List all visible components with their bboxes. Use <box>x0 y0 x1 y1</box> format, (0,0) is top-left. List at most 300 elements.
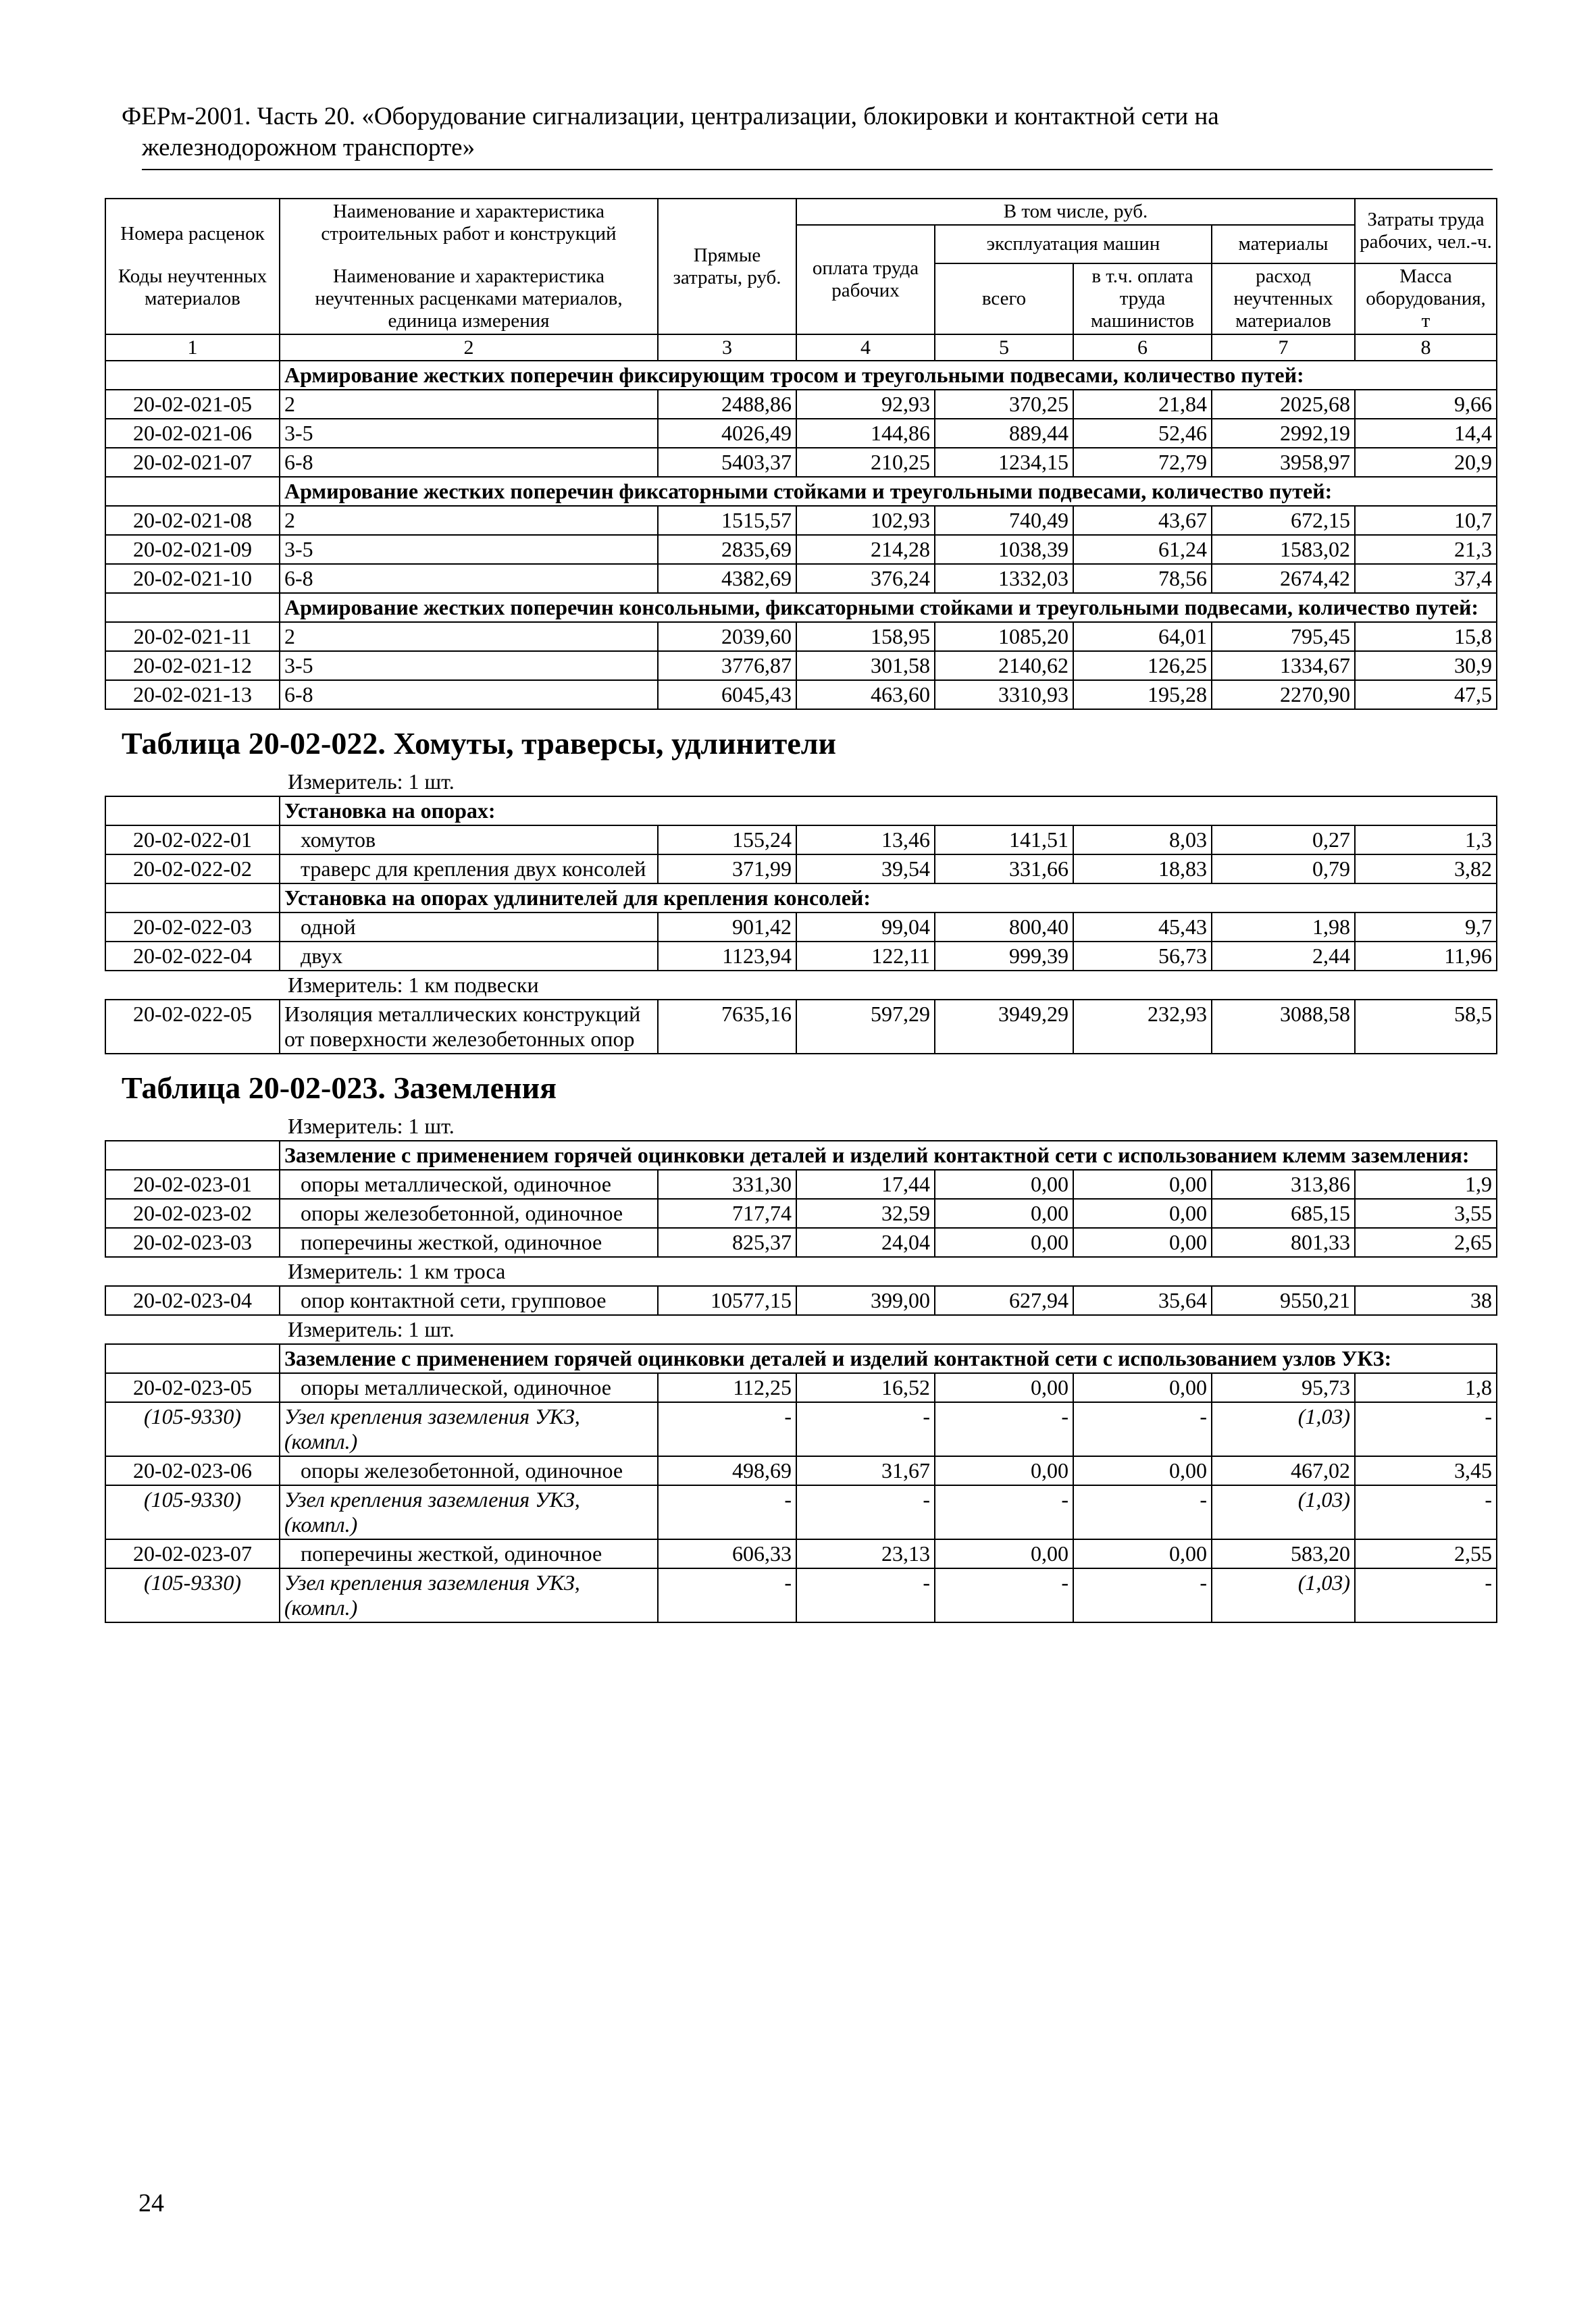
column-number: 7 <box>1212 334 1355 361</box>
materials-costs: 2674,42 <box>1212 564 1355 593</box>
rate-code <box>105 1485 280 1539</box>
labor-pay: 463,60 <box>796 680 935 709</box>
work-name: 3-5 <box>280 535 658 564</box>
col-head-5: всего <box>935 263 1073 334</box>
labor-hours <box>1355 1568 1497 1622</box>
labor-pay: 376,24 <box>796 564 935 593</box>
operator-pay: 45,43 <box>1073 912 1212 942</box>
materials-costs-text: (1,03) <box>1297 1487 1350 1512</box>
operator-pay: 21,84 <box>1073 390 1212 419</box>
direct-costs: 3776,87 <box>658 651 796 680</box>
direct-costs <box>658 1485 796 1539</box>
section-title: Заземление с применением горячей оцинковки деталей и изделий контактной сети с использованием клемм заземления: <box>280 1141 1497 1170</box>
rate-code: 20-02-021-08 <box>105 506 280 535</box>
table-title: Таблица 20-02-023. Заземления <box>105 1054 1497 1112</box>
rate-code: 20-02-021-11 <box>105 622 280 651</box>
section-header-row <box>105 361 1497 390</box>
column-number: 3 <box>658 334 796 361</box>
rate-code: 20-02-021-07 <box>105 448 280 477</box>
col-head-8-top: Затраты труда рабочих, чел.-ч. <box>1355 199 1497 263</box>
column-number: 4 <box>796 334 935 361</box>
materials-costs <box>1212 1568 1355 1622</box>
labor-hours: 1,8 <box>1355 1373 1497 1402</box>
work-name: поперечины жесткой, одиночное <box>280 1228 658 1257</box>
table-row <box>105 419 1497 448</box>
labor-pay: 23,13 <box>796 1539 935 1568</box>
direct-costs: 10577,15 <box>658 1286 796 1315</box>
operator-pay: 43,67 <box>1073 506 1212 535</box>
materials-costs: 795,45 <box>1212 622 1355 651</box>
work-name: 6-8 <box>280 448 658 477</box>
table-row <box>105 622 1497 651</box>
table-title-row <box>105 1054 1497 1112</box>
labor-pay: 39,54 <box>796 854 935 883</box>
work-name: траверс для крепления двух консолей <box>280 854 658 883</box>
work-name: поперечины жесткой, одиночное <box>280 1539 658 1568</box>
labor-hours: 3,55 <box>1355 1199 1497 1228</box>
direct-costs: 5403,37 <box>658 448 796 477</box>
table-row <box>105 942 1497 971</box>
table-row <box>105 448 1497 477</box>
work-name: 3-5 <box>280 651 658 680</box>
direct-costs: 4026,49 <box>658 419 796 448</box>
table-title: Таблица 20-02-022. Хомуты, траверсы, удлинители <box>105 709 1497 768</box>
rate-code: 20-02-023-04 <box>105 1286 280 1315</box>
column-number: 8 <box>1355 334 1497 361</box>
labor-pay: 31,67 <box>796 1456 935 1485</box>
operator-pay: 8,03 <box>1073 825 1212 854</box>
section-header-row <box>105 796 1497 825</box>
materials-costs: 1,98 <box>1212 912 1355 942</box>
operator-pay <box>1073 1402 1212 1456</box>
labor-pay: 102,93 <box>796 506 935 535</box>
labor-hours: 9,7 <box>1355 912 1497 942</box>
table-row <box>105 1286 1497 1315</box>
direct-costs: 7635,16 <box>658 1000 796 1054</box>
table-row <box>105 1000 1497 1054</box>
labor-pay: 597,29 <box>796 1000 935 1054</box>
table-row <box>105 506 1497 535</box>
machine-costs: 0,00 <box>935 1456 1073 1485</box>
materials-costs: 2270,90 <box>1212 680 1355 709</box>
page-number: 24 <box>138 2189 164 2217</box>
work-name: 6-8 <box>280 564 658 593</box>
materials-costs: 2025,68 <box>1212 390 1355 419</box>
table-row <box>105 1539 1497 1568</box>
operator-pay: 0,00 <box>1073 1170 1212 1199</box>
labor-pay-text: - <box>923 1487 930 1512</box>
column-number: 5 <box>935 334 1073 361</box>
machine-costs: 1038,39 <box>935 535 1073 564</box>
section-title: Установка на опорах: <box>280 796 1497 825</box>
rate-code: 20-02-023-07 <box>105 1539 280 1568</box>
operator-pay: 195,28 <box>1073 680 1212 709</box>
work-name: одной <box>280 912 658 942</box>
operator-pay: 72,79 <box>1073 448 1212 477</box>
machine-costs: 3310,93 <box>935 680 1073 709</box>
machine-costs <box>935 1485 1073 1539</box>
rate-code: 20-02-023-01 <box>105 1170 280 1199</box>
direct-costs: 112,25 <box>658 1373 796 1402</box>
rate-code: 20-02-021-05 <box>105 390 280 419</box>
direct-costs: 4382,69 <box>658 564 796 593</box>
rate-code <box>105 1568 280 1622</box>
rate-code: 20-02-022-03 <box>105 912 280 942</box>
section-spacer <box>105 477 280 506</box>
operator-pay: 64,01 <box>1073 622 1212 651</box>
labor-pay: 16,52 <box>796 1373 935 1402</box>
rates-table-body <box>105 199 1497 1622</box>
work-name: опор контактной сети, групповое <box>280 1286 658 1315</box>
rate-code: 20-02-022-05 <box>105 1000 280 1054</box>
labor-hours: 58,5 <box>1355 1000 1497 1054</box>
rate-code: 20-02-021-10 <box>105 564 280 593</box>
rate-code: 20-02-023-06 <box>105 1456 280 1485</box>
labor-hours-text: - <box>1485 1404 1492 1429</box>
direct-costs-text: - <box>784 1570 792 1595</box>
work-name: 6-8 <box>280 680 658 709</box>
section-spacer <box>105 883 280 912</box>
work-name: 2 <box>280 390 658 419</box>
section-header-row <box>105 1141 1497 1170</box>
rate-code-text: (105-9330) <box>144 1404 241 1429</box>
col-head-materials: материалы <box>1212 225 1355 263</box>
machine-costs-text: - <box>1061 1487 1069 1512</box>
work-name-text: Узел крепления заземления УКЗ, (компл.) <box>284 1487 580 1537</box>
labor-pay-text: - <box>923 1570 930 1595</box>
rate-code: 20-02-021-06 <box>105 419 280 448</box>
labor-pay: 24,04 <box>796 1228 935 1257</box>
work-name: Изоляция металлических конструкций от поверхности железобетонных опор <box>280 1000 658 1054</box>
section-header-row <box>105 883 1497 912</box>
table-row <box>105 1485 1497 1539</box>
direct-costs-text: - <box>784 1404 792 1429</box>
materials-costs: 95,73 <box>1212 1373 1355 1402</box>
section-title: Установка на опорах удлинителей для крепления консолей: <box>280 883 1497 912</box>
machine-costs: 1085,20 <box>935 622 1073 651</box>
labor-hours: 38 <box>1355 1286 1497 1315</box>
col-head-8-bottom: Масса оборудования, т <box>1355 263 1497 334</box>
operator-pay: 126,25 <box>1073 651 1212 680</box>
section-header-row <box>105 1344 1497 1373</box>
labor-hours: 21,3 <box>1355 535 1497 564</box>
materials-costs: 9550,21 <box>1212 1286 1355 1315</box>
labor-pay <box>796 1568 935 1622</box>
direct-costs: 2835,69 <box>658 535 796 564</box>
table-row <box>105 854 1497 883</box>
labor-hours: 20,9 <box>1355 448 1497 477</box>
labor-hours: 2,65 <box>1355 1228 1497 1257</box>
direct-costs: 901,42 <box>658 912 796 942</box>
section-spacer <box>105 361 280 390</box>
rate-code <box>105 1402 280 1456</box>
col-head-2 <box>280 199 658 334</box>
column-numbers-row <box>105 334 1497 361</box>
work-name <box>280 1402 658 1456</box>
labor-hours: 3,45 <box>1355 1456 1497 1485</box>
measure-label: Измеритель: 1 шт. <box>105 768 1497 796</box>
labor-pay: 144,86 <box>796 419 935 448</box>
table-row <box>105 1199 1497 1228</box>
direct-costs: 2488,86 <box>658 390 796 419</box>
operator-pay: 56,73 <box>1073 942 1212 971</box>
materials-costs-text: (1,03) <box>1297 1570 1350 1595</box>
direct-costs: 371,99 <box>658 854 796 883</box>
machine-costs <box>935 1402 1073 1456</box>
labor-hours-text: - <box>1485 1487 1492 1512</box>
table-row <box>105 825 1497 854</box>
labor-pay: 32,59 <box>796 1199 935 1228</box>
work-name <box>280 1485 658 1539</box>
labor-hours: 37,4 <box>1355 564 1497 593</box>
rate-code: 20-02-022-04 <box>105 942 280 971</box>
header-line-2: железнодорожном транспорте» <box>142 134 475 161</box>
operator-pay: 0,00 <box>1073 1373 1212 1402</box>
operator-pay <box>1073 1485 1212 1539</box>
work-name: 2 <box>280 622 658 651</box>
materials-costs-text: (1,03) <box>1297 1404 1350 1429</box>
machine-costs: 0,00 <box>935 1228 1073 1257</box>
materials-costs: 2,44 <box>1212 942 1355 971</box>
page-header <box>122 101 1506 163</box>
col-head-group: В том числе, руб. <box>796 199 1355 225</box>
labor-hours <box>1355 1402 1497 1456</box>
machine-costs-text: - <box>1061 1404 1069 1429</box>
machine-costs: 370,25 <box>935 390 1073 419</box>
machine-costs: 740,49 <box>935 506 1073 535</box>
rate-code: 20-02-022-02 <box>105 854 280 883</box>
machine-costs: 141,51 <box>935 825 1073 854</box>
labor-hours: 9,66 <box>1355 390 1497 419</box>
labor-pay: 301,58 <box>796 651 935 680</box>
labor-pay <box>796 1402 935 1456</box>
materials-costs: 1334,67 <box>1212 651 1355 680</box>
materials-costs: 672,15 <box>1212 506 1355 535</box>
section-spacer <box>105 1141 280 1170</box>
materials-costs: 467,02 <box>1212 1456 1355 1485</box>
machine-costs: 999,39 <box>935 942 1073 971</box>
labor-hours: 3,82 <box>1355 854 1497 883</box>
direct-costs: 6045,43 <box>658 680 796 709</box>
work-name: 3-5 <box>280 419 658 448</box>
rate-code: 20-02-021-09 <box>105 535 280 564</box>
materials-costs <box>1212 1485 1355 1539</box>
direct-costs: 2039,60 <box>658 622 796 651</box>
table-row <box>105 912 1497 942</box>
operator-pay: 0,00 <box>1073 1456 1212 1485</box>
materials-costs: 3958,97 <box>1212 448 1355 477</box>
column-number: 6 <box>1073 334 1212 361</box>
materials-costs: 0,79 <box>1212 854 1355 883</box>
materials-costs: 583,20 <box>1212 1539 1355 1568</box>
machine-costs: 0,00 <box>935 1373 1073 1402</box>
materials-costs <box>1212 1402 1355 1456</box>
table-row <box>105 1170 1497 1199</box>
labor-hours-text: - <box>1485 1570 1492 1595</box>
rate-code: 20-02-023-05 <box>105 1373 280 1402</box>
labor-pay: 92,93 <box>796 390 935 419</box>
col-head-1 <box>105 199 280 334</box>
operator-pay: 0,00 <box>1073 1228 1212 1257</box>
rates-table-container <box>105 198 1496 1623</box>
section-title: Заземление с применением горячей оцинковки деталей и изделий контактной сети с использованием узлов УКЗ: <box>280 1344 1497 1373</box>
machine-costs: 1234,15 <box>935 448 1073 477</box>
machine-costs: 0,00 <box>935 1539 1073 1568</box>
labor-hours: 30,9 <box>1355 651 1497 680</box>
direct-costs: 606,33 <box>658 1539 796 1568</box>
labor-hours: 10,7 <box>1355 506 1497 535</box>
labor-hours: 1,3 <box>1355 825 1497 854</box>
rate-code: 20-02-023-03 <box>105 1228 280 1257</box>
machine-costs: 627,94 <box>935 1286 1073 1315</box>
materials-costs: 0,27 <box>1212 825 1355 854</box>
col-head-2-top: Наименование и характеристика строительных работ и конструкций <box>321 201 617 245</box>
table-row <box>105 1568 1497 1622</box>
operator-pay-text: - <box>1200 1404 1207 1429</box>
measure-row <box>105 971 1497 1000</box>
section-spacer <box>105 796 280 825</box>
rate-code: 20-02-021-13 <box>105 680 280 709</box>
measure-label: Измеритель: 1 км троса <box>105 1257 1497 1286</box>
direct-costs <box>658 1402 796 1456</box>
section-title: Армирование жестких поперечин фиксирующим тросом и треугольными подвесами, количество путей: <box>280 361 1497 390</box>
section-header-row <box>105 477 1497 506</box>
work-name: опоры железобетонной, одиночное <box>280 1456 658 1485</box>
machine-costs: 2140,62 <box>935 651 1073 680</box>
materials-costs: 313,86 <box>1212 1170 1355 1199</box>
labor-hours: 11,96 <box>1355 942 1497 971</box>
labor-pay: 99,04 <box>796 912 935 942</box>
labor-hours: 14,4 <box>1355 419 1497 448</box>
table-title-row <box>105 709 1497 768</box>
direct-costs: 331,30 <box>658 1170 796 1199</box>
rate-code: 20-02-023-02 <box>105 1199 280 1228</box>
direct-costs <box>658 1568 796 1622</box>
operator-pay: 61,24 <box>1073 535 1212 564</box>
col-head-6: в т.ч. оплата труда машинистов <box>1073 263 1212 334</box>
work-name: хомутов <box>280 825 658 854</box>
section-spacer <box>105 1344 280 1373</box>
col-head-1-bottom: Коды неучтенных материалов <box>118 265 267 309</box>
table-row <box>105 390 1497 419</box>
measure-label: Измеритель: 1 шт. <box>105 1112 1497 1141</box>
work-name: опоры железобетонной, одиночное <box>280 1199 658 1228</box>
direct-costs: 1515,57 <box>658 506 796 535</box>
rate-code-text: (105-9330) <box>144 1487 241 1512</box>
work-name-text: Узел крепления заземления УКЗ, (компл.) <box>284 1404 580 1454</box>
labor-pay <box>796 1485 935 1539</box>
operator-pay: 0,00 <box>1073 1539 1212 1568</box>
work-name: двух <box>280 942 658 971</box>
labor-pay: 17,44 <box>796 1170 935 1199</box>
work-name-text: Узел крепления заземления УКЗ, (компл.) <box>284 1570 580 1620</box>
col-head-3: Прямые затраты, руб. <box>658 199 796 334</box>
machine-costs <box>935 1568 1073 1622</box>
labor-hours: 15,8 <box>1355 622 1497 651</box>
materials-costs: 801,33 <box>1212 1228 1355 1257</box>
measure-label: Измеритель: 1 шт. <box>105 1315 1497 1344</box>
direct-costs: 155,24 <box>658 825 796 854</box>
labor-pay-text: - <box>923 1404 930 1429</box>
table-row <box>105 1228 1497 1257</box>
machine-costs: 0,00 <box>935 1199 1073 1228</box>
measure-row <box>105 768 1497 796</box>
operator-pay: 78,56 <box>1073 564 1212 593</box>
machine-costs: 3949,29 <box>935 1000 1073 1054</box>
labor-hours: 47,5 <box>1355 680 1497 709</box>
measure-row <box>105 1257 1497 1286</box>
labor-hours: 2,55 <box>1355 1539 1497 1568</box>
header-rule <box>142 169 1493 170</box>
labor-hours <box>1355 1485 1497 1539</box>
rates-table <box>105 198 1497 1623</box>
machine-costs-text: - <box>1061 1570 1069 1595</box>
direct-costs: 1123,94 <box>658 942 796 971</box>
labor-hours: 1,9 <box>1355 1170 1497 1199</box>
col-head-1-top: Номера расценок <box>120 223 265 245</box>
operator-pay: 232,93 <box>1073 1000 1212 1054</box>
operator-pay-text: - <box>1200 1570 1207 1595</box>
header-row-1 <box>105 199 1497 225</box>
col-head-2-bottom: Наименование и характеристика неучтенных расценками материалов, единица измерения <box>315 265 623 332</box>
labor-pay: 122,11 <box>796 942 935 971</box>
machine-costs: 331,66 <box>935 854 1073 883</box>
operator-pay: 18,83 <box>1073 854 1212 883</box>
machine-costs: 889,44 <box>935 419 1073 448</box>
section-title: Армирование жестких поперечин фиксаторными стойками и треугольными подвесами, количество путей: <box>280 477 1497 506</box>
direct-costs: 717,74 <box>658 1199 796 1228</box>
table-row <box>105 535 1497 564</box>
labor-pay: 158,95 <box>796 622 935 651</box>
table-row <box>105 1456 1497 1485</box>
operator-pay: 52,46 <box>1073 419 1212 448</box>
direct-costs: 498,69 <box>658 1456 796 1485</box>
table-row <box>105 680 1497 709</box>
labor-pay: 399,00 <box>796 1286 935 1315</box>
machine-costs: 800,40 <box>935 912 1073 942</box>
table-row <box>105 564 1497 593</box>
table-row <box>105 651 1497 680</box>
section-header-row <box>105 593 1497 622</box>
operator-pay: 35,64 <box>1073 1286 1212 1315</box>
direct-costs: 825,37 <box>658 1228 796 1257</box>
labor-pay: 13,46 <box>796 825 935 854</box>
col-head-4: оплата труда рабочих <box>796 225 935 334</box>
work-name: 2 <box>280 506 658 535</box>
materials-costs: 685,15 <box>1212 1199 1355 1228</box>
column-number: 1 <box>105 334 280 361</box>
header-line-1: ФЕРм-2001. Часть 20. «Оборудование сигнализации, централизации, блокировки и контактной сети на <box>122 103 1219 130</box>
materials-costs: 3088,58 <box>1212 1000 1355 1054</box>
direct-costs-text: - <box>784 1487 792 1512</box>
machine-costs: 0,00 <box>935 1170 1073 1199</box>
section-title: Армирование жестких поперечин консольными, фиксаторными стойками и треугольными подвесами, количество путей: <box>280 593 1497 622</box>
operator-pay-text: - <box>1200 1487 1207 1512</box>
table-row <box>105 1373 1497 1402</box>
work-name: опоры металлической, одиночное <box>280 1373 658 1402</box>
rate-code-text: (105-9330) <box>144 1570 241 1595</box>
measure-row <box>105 1315 1497 1344</box>
measure-label: Измеритель: 1 км подвески <box>105 971 1497 1000</box>
table-row <box>105 1402 1497 1456</box>
section-spacer <box>105 593 280 622</box>
rate-code: 20-02-021-12 <box>105 651 280 680</box>
measure-row <box>105 1112 1497 1141</box>
col-head-machines: эксплуатация машин <box>935 225 1212 263</box>
col-head-7: расход неучтенных материалов <box>1212 263 1355 334</box>
work-name <box>280 1568 658 1622</box>
operator-pay <box>1073 1568 1212 1622</box>
